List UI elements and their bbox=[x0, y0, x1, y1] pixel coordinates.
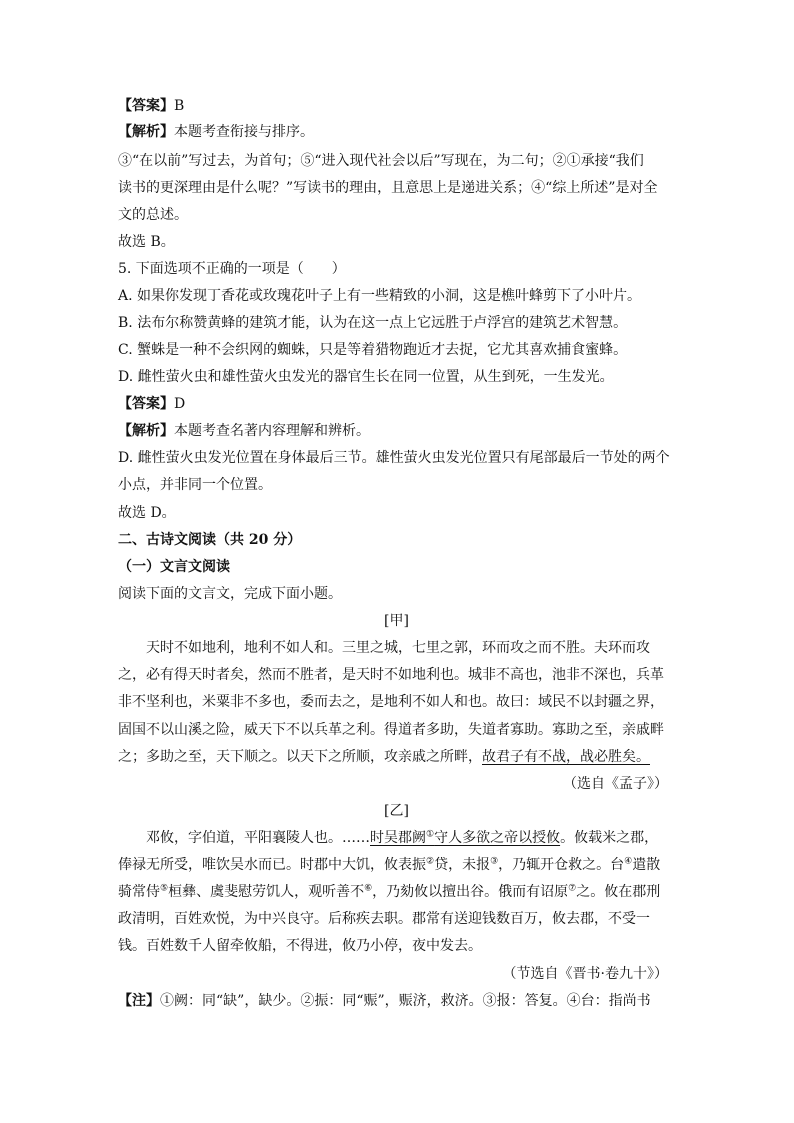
section-title: 二、古诗文阅读（共 20 分） bbox=[118, 532, 302, 548]
analysis-text: 本题考查衔接与排序。 bbox=[174, 124, 314, 140]
passage-jia-label: [甲] bbox=[384, 613, 409, 629]
passage-text: 骑常侍 bbox=[118, 884, 160, 900]
passage-line: 固国不以山溪之险，威天下不以兵革之利。得道者多助，失道者寡助。寡助之至，亲戚畔 bbox=[118, 722, 664, 738]
analysis-body-line: D. 雌性萤火虫发光位置在身体最后三节。雄性萤火虫发光位置只有尾部最后一节处的两个 bbox=[118, 450, 670, 466]
passage-source: （选自《孟子》） bbox=[563, 776, 668, 792]
option-a: A. 如果你发现丁香花或玫瑰花叶子上有一些精致的小洞，这是樵叶蜂剪下了小叶片。 bbox=[118, 288, 642, 304]
analysis-text: 本题考查名著内容理解和辨析。 bbox=[174, 423, 370, 439]
underlined-sentence: 故君子有不战，战必胜矣。 bbox=[482, 749, 650, 765]
passage-text: 之。攸在郡刑 bbox=[576, 884, 661, 900]
underlined-text: 守人多欲之帝以授攸 bbox=[434, 830, 561, 846]
passage-line bbox=[146, 828, 658, 848]
answer-line-2 bbox=[118, 394, 185, 414]
passage-line: 之，必有得天时者矣，然而不胜者，是天时不如地利也。城非不高也，池非不深也，兵革 bbox=[118, 667, 664, 683]
analysis-body-line: 文的总述。 bbox=[118, 207, 188, 223]
analysis-tag: 【解析】 bbox=[118, 124, 174, 140]
passage-yi-label: [乙] bbox=[384, 803, 409, 819]
passage-source: （节选自《晋书·卷九十》） bbox=[502, 966, 668, 982]
answer-value: D bbox=[174, 396, 186, 412]
passage-line bbox=[118, 747, 650, 767]
footnote-marker: ③ bbox=[490, 856, 499, 867]
passage-text: 邓攸，字伯道，平阳襄陵人也。…… bbox=[146, 830, 370, 846]
footnote-marker: ⑦ bbox=[568, 883, 577, 894]
passage-text: 遣散 bbox=[632, 857, 661, 873]
analysis-body-line: 读书的更深理由是什么呢？”写读书的理由，且意思上是递进关系；④“综上所述”是对全 bbox=[118, 180, 658, 196]
analysis-body-line: 故选 D。 bbox=[118, 505, 176, 521]
footnote-marker: ⑤ bbox=[160, 883, 169, 894]
passage-line bbox=[118, 882, 660, 902]
analysis-body-line: 小点，并非同一个位置。 bbox=[118, 477, 272, 493]
analysis-body-line: ③“在以前”写过去，为首句；⑤“进入现代社会以后”写现在，为二句；②①承接“我们 bbox=[118, 153, 644, 169]
answer-tag: 【答案】 bbox=[118, 98, 174, 114]
underlined-sentence bbox=[370, 830, 560, 846]
notes-text: ①阙：同“缺”，缺少。②振：同“赈”，赈济，救济。③报：答复。④台：指尚书 bbox=[160, 993, 651, 1009]
option-b: B. 法布尔称赞黄蜂的建筑才能，认为在这一点上它远胜于卢浮宫的建筑艺术智慧。 bbox=[118, 315, 628, 331]
answer-value: B bbox=[174, 98, 185, 114]
passage-line: 政清明，百姓欢悦，为中兴良守。后称疾去职。郡常有送迎钱数百万，攸去郡，不受一 bbox=[118, 911, 650, 927]
instruction: 阅读下面的文言文，完成下面小题。 bbox=[118, 586, 342, 602]
footnote-marker: ① bbox=[426, 829, 435, 840]
answer-line-1 bbox=[118, 96, 184, 116]
footnote-marker: ④ bbox=[624, 856, 633, 867]
answer-tag: 【答案】 bbox=[118, 396, 174, 412]
notes-tag: 【注】 bbox=[118, 993, 160, 1009]
notes-line bbox=[118, 991, 651, 1011]
passage-text: 俸禄无所受，唯饮吴水而已。时郡中大饥，攸表振 bbox=[118, 857, 426, 873]
passage-text: 。攸载米之郡， bbox=[560, 830, 659, 846]
passage-text: 桓彝、虞斐慰劳饥人，观听善不 bbox=[168, 884, 365, 900]
question-stem: 5. 下面选项不正确的一项是（ ） bbox=[118, 261, 346, 277]
underlined-text: 时吴郡阙 bbox=[370, 830, 426, 846]
subsection-title: （一）文言文阅读 bbox=[118, 559, 230, 575]
footnote-marker: ⑥ bbox=[364, 883, 373, 894]
passage-line: 钱。百姓数千人留牵攸船，不得进，攸乃小停，夜中发去。 bbox=[118, 938, 482, 954]
passage-text: 之；多助之至，天下顺之。以天下之所顺，攻亲戚之所畔， bbox=[118, 749, 482, 765]
passage-line: 非不坚利也，米粟非不多也，委而去之，是地利不如人和也。故曰：域民不以封疆之界， bbox=[118, 694, 664, 710]
analysis-line-1 bbox=[118, 122, 314, 142]
passage-text: ，乃辄开仓救之。台 bbox=[498, 857, 625, 873]
analysis-tag: 【解析】 bbox=[118, 423, 174, 439]
analysis-line-2 bbox=[118, 421, 370, 441]
footnote-marker: ② bbox=[426, 856, 435, 867]
passage-line bbox=[118, 855, 660, 875]
passage-text: ，乃劾攸以擅出谷。俄而有诏原 bbox=[372, 884, 569, 900]
passage-line: 天时不如地利，地利不如人和。三里之城，七里之郭，环而攻之而不胜。夫环而攻 bbox=[146, 640, 650, 656]
option-c: C. 蟹蛛是一种不会织网的蜘蛛，只是等着猎物跑近才去捉，它尤其喜欢捕食蜜蜂。 bbox=[118, 342, 628, 358]
passage-text: 贷，未报 bbox=[434, 857, 491, 873]
analysis-body-line: 故选 B。 bbox=[118, 234, 175, 250]
option-d: D. 雌性萤火虫和雄性萤火虫发光的器官生长在同一位置，从生到死，一生发光。 bbox=[118, 369, 614, 385]
